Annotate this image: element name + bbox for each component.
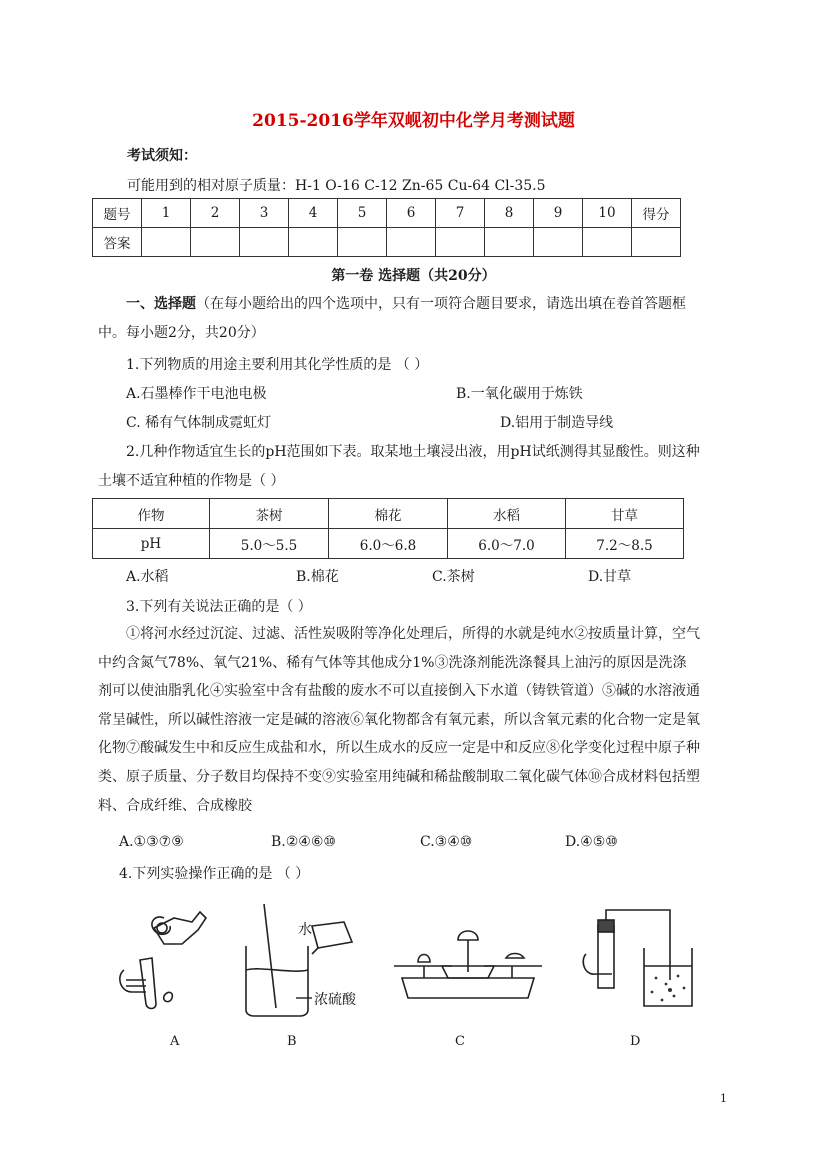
answer-cell[interactable] [387,228,436,257]
answer-cell[interactable] [191,228,240,257]
table-cell: 5.0～5.5 [210,529,329,559]
answer-cell[interactable] [142,228,191,257]
table-row [93,529,684,559]
statement-line: 化物⑦酸碱发生中和反应生成盐和水，所以生成水的反应一定是中和反应⑧化学变化过程中原子种 [98,740,700,757]
figure-label-b: B [287,1034,297,1049]
table-cell: pH [93,529,210,559]
section-title: 第一卷 选择题（共20分） [331,268,496,284]
atomic-masses: 可能用到的相对原子质量：H-1 O-16 C-12 Zn-65 Cu-64 Cl-35.5 [127,178,546,194]
answer-table-answer-row [93,228,681,257]
q3-option-d: D.④⑤⑩ [565,834,618,850]
table-cell: 5 [338,199,387,228]
q4-stem: 4.下列实验操作正确的是 （ ） [119,866,310,882]
table-header-cell: 作物 [93,499,210,529]
ph-table [92,498,684,559]
statement-line: 类、原子质量、分子数目均保持不变⑨实验室用纯碱和稀盐酸制取二氧化碳气体⑩合成材料包括塑 [98,768,700,785]
figure-b-acid-label: 浓硫酸 [314,992,356,1008]
figure-a-solid-pouring [112,900,222,1015]
statement-line: 中约含氮气78%、氧气21%、稀有气体等其他成分1%③洗涤剂能洗涤餐具上油污的原因是洗涤 [98,654,687,671]
table-header-cell: 水稻 [448,499,566,529]
answer-cell[interactable] [289,228,338,257]
statement-line: ①将河水经过沉淀、过滤、活性炭吸附等净化处理后，所得的水就是纯水②按质量计算，空气 [126,626,700,642]
table-cell: 4 [289,199,338,228]
score-label: 得分 [632,199,681,228]
part1-instructions [98,290,730,347]
q3-stem: 3.下列有关说法正确的是（ ） [126,599,312,615]
answer-cell[interactable] [485,228,534,257]
table-header-cell: 茶树 [210,499,329,529]
table-cell: 6 [387,199,436,228]
q2-option-b: B.棉花 [296,569,339,585]
table-cell: 3 [240,199,289,228]
instructions-line [98,290,730,319]
notice-label: 考试须知： [127,148,197,164]
answer-cell[interactable] [436,228,485,257]
q3-option-a: A.①③⑦⑨ [119,834,184,850]
q3-option-c: C.③④⑩ [420,834,473,850]
q3-option-b: B.②④⑥⑩ [271,834,336,850]
table-cell: 1 [142,199,191,228]
table-row [93,499,684,529]
figure-label-a: A [170,1034,180,1049]
q2-stem-line1: 2.几种作物适宜生长的pH范围如下表。取某地土壤浸出液，用pH试纸测得其显酸性。则这种 [126,444,700,460]
instructions-text: （在每小题给出的四个选项中，只有一项符合题目要求，请选出填在卷首答题框 [196,296,686,312]
q1-option-b: B.一氧化碳用于炼铁 [456,386,583,402]
figure-label-c: C [455,1034,465,1049]
table-cell: 6.0～6.8 [329,529,448,559]
statement-line: 剂可以使油脂乳化④实验室中含有盐酸的废水不可以直接倒入下水道（铸铁管道）⑤碱的水溶液通 [98,683,700,700]
table-cell: 10 [583,199,632,228]
figure-b-water-label: 水 [298,922,312,938]
table-header-cell: 棉花 [329,499,448,529]
page-title: 2015-2016学年双岘初中化学月考测试题 [252,111,575,131]
q2-option-c: C.茶树 [432,569,475,585]
score-cell[interactable] [632,228,681,257]
statement-line: 常呈碱性，所以碱性溶液一定是碱的溶液⑥氧化物都含有氧元素，所以含氧元素的化合物一定是氧 [98,711,700,728]
page-number: 1 [720,1092,727,1105]
q2-stem-line2: 土壤不适宜种植的作物是（ ） [98,473,285,489]
table-header-cell: 答案 [93,228,142,257]
answer-cell[interactable] [534,228,583,257]
figure-d-gas-tightness [578,900,702,1012]
statement-line: 料、合成纤维、合成橡胶 [98,797,252,814]
table-cell: 8 [485,199,534,228]
q1-option-d: D.铝用于制造导线 [500,415,614,431]
answer-cell[interactable] [583,228,632,257]
q1-option-a: A.石墨棒作干电池电极 [126,386,267,402]
q3-statements [98,620,730,820]
q1-option-c: C. 稀有气体制成霓虹灯 [126,415,272,431]
table-cell: 9 [534,199,583,228]
answer-table-number-row [93,199,681,228]
figure-c-balance [388,900,550,1012]
q2-option-a: A.水稻 [126,569,169,585]
table-cell: 7 [436,199,485,228]
answer-table [92,198,681,257]
table-header-cell: 题号 [93,199,142,228]
part1-heading: 一、选择题 [126,296,196,312]
table-header-cell: 甘草 [566,499,684,529]
q1-stem: 1.下列物质的用途主要利用其化学性质的是 （ ） [126,357,429,373]
q2-option-d: D.甘草 [588,569,632,585]
table-cell: 7.2～8.5 [566,529,684,559]
figure-label-d: D [630,1034,641,1049]
answer-cell[interactable] [338,228,387,257]
figure-b-acid-dilution [236,900,366,1020]
table-cell: 6.0～7.0 [448,529,566,559]
instructions-line: 中。每小题2分，共20分） [98,324,265,341]
answer-cell[interactable] [240,228,289,257]
table-cell: 2 [191,199,240,228]
